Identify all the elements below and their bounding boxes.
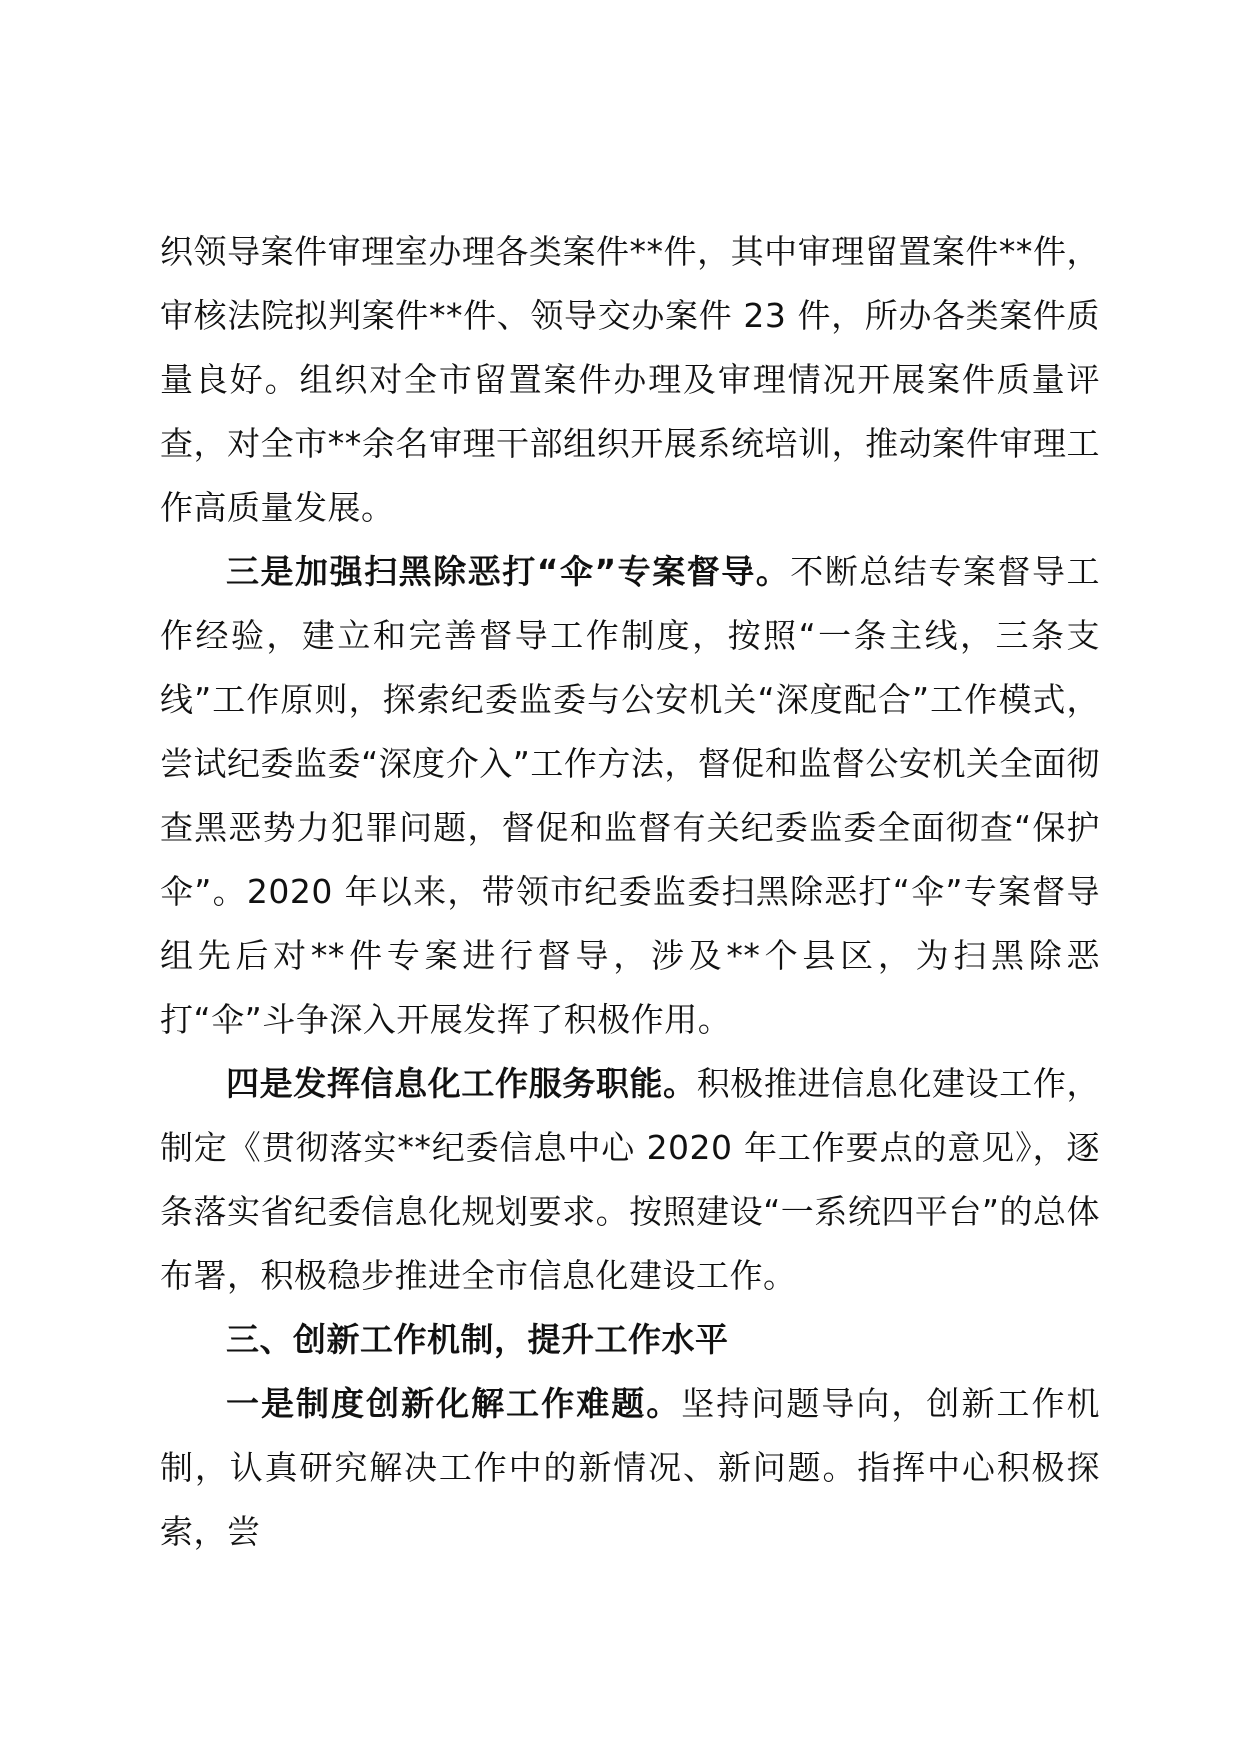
document-body [160,220,1100,1564]
paragraph-lead: 一是制度创新化解工作难题。 [226,1384,682,1423]
paragraph-lead: 三是加强扫黑除恶打“伞”专案督导。 [226,552,791,591]
section-heading: 三、创新工作机制，提升工作水平 [226,1320,729,1359]
paragraph-text: 坚持问题导向，创新工作机制，认真研究解决工作中的新情况、新问题。指挥中心积极探索，尝 [160,1384,1101,1551]
paragraph-text: 不断总结专案督导工作经验，建立和完善督导工作制度，按照“一条主线，三条支线”工作原则，探索纪委监委与公安机关“深度配合”工作模式，尝试纪委监委“深度介入”工作方法，督促和监督公安机关全面彻查黑恶势力犯罪问题，督促和监督有关纪委监委全面彻查“保护伞”。2020 年以来，带领市纪委监委扫黑除恶打“伞”专案督导组先后对**件专案进行督导，涉及**个县区，为扫黑除恶打“伞”斗争深入开展发挥了积极作用。 [160,552,1100,1039]
paragraph-system-innovation [160,1372,1100,1564]
paragraph-anti-gang-supervision [160,540,1100,1052]
paragraph-case-review [160,220,1100,540]
paragraph-text: 积极推进信息化建设工作，制定《贯彻落实**纪委信息中心 2020 年工作要点的意见》，逐条落实省纪委信息化规划要求。按照建设“一系统四平台”的总体布署，积极稳步推进全市信息化建设工作。 [160,1064,1101,1295]
paragraph-lead: 四是发挥信息化工作服务职能。 [226,1064,697,1103]
paragraph-text: 织领导案件审理室办理各类案件**件，其中审理留置案件**件，审核法院拟判案件**件、领导交办案件 23 件，所办各类案件质量良好。组织对全市留置案件办理及审理情况开展案件质量评查，对全市**余名审理干部组织开展系统培训，推动案件审理工作高质量发展。 [160,232,1100,527]
paragraph-informatization [160,1052,1100,1308]
